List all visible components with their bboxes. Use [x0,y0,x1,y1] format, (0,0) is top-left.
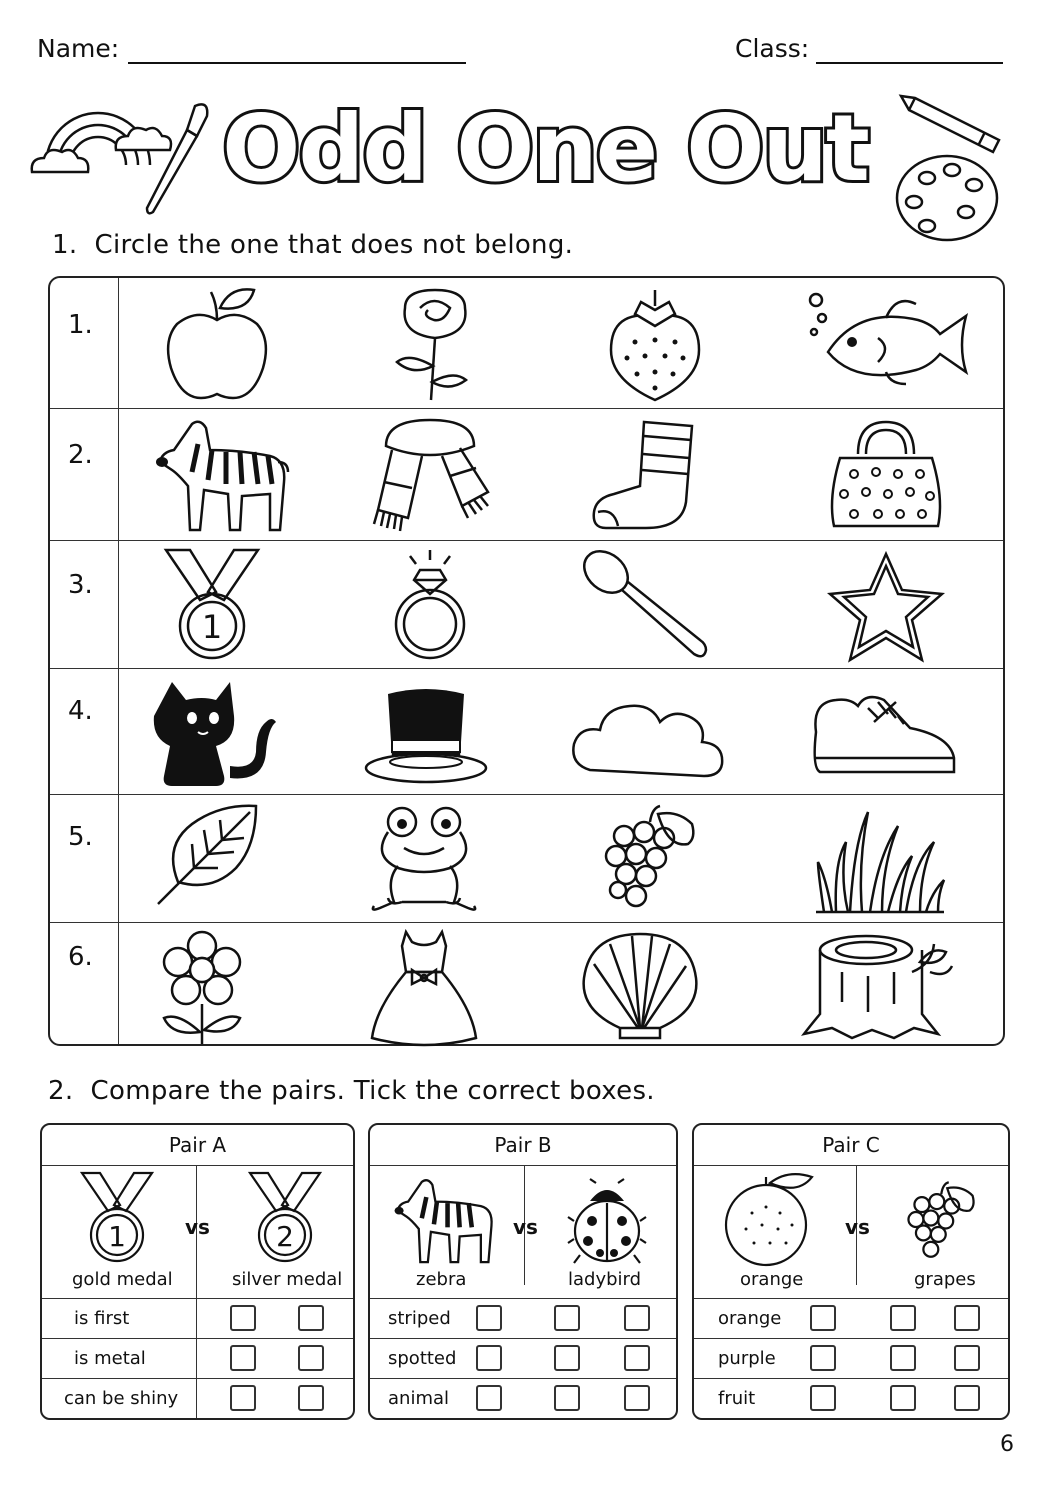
pair-title: Pair B [370,1125,676,1166]
spoon-icon[interactable] [580,550,710,666]
tick-box[interactable] [554,1385,580,1411]
star-icon[interactable] [826,550,946,664]
tick-box[interactable] [298,1385,324,1411]
grass-icon[interactable] [814,806,946,914]
page-title-text: Odd One Out [222,95,868,202]
tick-box[interactable] [890,1305,916,1331]
cloud-icon[interactable] [570,690,724,778]
pair-c-table [692,1123,1010,1420]
tick-box[interactable] [554,1305,580,1331]
page-number: 6 [1000,1432,1014,1457]
pair-title: Pair C [694,1125,1008,1166]
tick-box[interactable] [476,1385,502,1411]
tick-box[interactable] [298,1305,324,1331]
tick-box[interactable] [624,1385,650,1411]
zebra-icon [390,1173,496,1265]
tick-box[interactable] [298,1345,324,1371]
gold-medal-icon [80,1171,154,1267]
class-field[interactable] [816,62,1003,64]
tree-stump-icon[interactable] [802,932,954,1042]
ring-icon[interactable] [380,546,480,664]
leaf-icon[interactable] [154,802,260,908]
page-title [222,95,868,202]
right-item-label: ladybird [568,1269,642,1290]
pair-a-table [40,1123,355,1420]
tick-box[interactable] [954,1385,980,1411]
criterion-label: striped [388,1308,451,1329]
tick-box[interactable] [890,1345,916,1371]
criterion-label: is first [74,1308,130,1329]
tick-box[interactable] [954,1305,980,1331]
criterion-label: is metal [74,1348,146,1369]
question-2-heading: 2. Compare the pairs. Tick the correct boxes. [48,1076,655,1106]
medal-number: 1 [108,1220,126,1253]
dress-icon[interactable] [368,928,480,1046]
sock-icon[interactable] [590,418,700,534]
frog-icon[interactable] [368,802,480,914]
medal-number: 2 [276,1220,294,1253]
tick-box[interactable] [810,1385,836,1411]
vs-label: vs [185,1215,210,1239]
pair-b-table [368,1123,678,1420]
odd-one-out-table [48,276,1005,1046]
row-number: 1. [68,310,93,340]
tick-box[interactable] [954,1345,980,1371]
rose-icon[interactable] [380,286,490,404]
criterion-label: orange [718,1308,782,1329]
grapes-icon[interactable] [600,802,710,914]
question-1-heading: 1. Circle the one that does not belong. [52,230,574,260]
row-number: 3. [68,570,93,600]
tick-box[interactable] [890,1385,916,1411]
name-label: Name: [37,34,120,63]
cat-icon[interactable] [158,678,278,790]
pair-title: Pair A [42,1125,353,1166]
seashell-icon[interactable] [580,932,702,1042]
tick-box[interactable] [476,1305,502,1331]
flower-icon[interactable] [154,928,250,1046]
strawberry-icon[interactable] [605,286,705,404]
paint-palette-icon [892,150,1002,245]
grapes-icon [904,1175,986,1267]
ladybird-icon [568,1177,646,1267]
tick-box[interactable] [624,1345,650,1371]
left-item-label: orange [740,1269,804,1290]
tick-box[interactable] [810,1305,836,1331]
criterion-label: animal [388,1388,450,1409]
left-item-label: gold medal [72,1269,173,1290]
paintbrush-icon [140,98,215,216]
right-item-label: silver medal [232,1269,343,1290]
vs-label: vs [513,1215,538,1239]
medal-number: 1 [201,608,223,646]
row-number: 2. [68,440,93,470]
tick-box[interactable] [230,1385,256,1411]
class-label: Class: [735,34,810,63]
row-number: 4. [68,696,93,726]
fish-icon[interactable] [806,292,974,392]
right-item-label: grapes [914,1269,976,1290]
name-field[interactable] [128,62,466,64]
criterion-label: purple [718,1348,776,1369]
criterion-label: spotted [388,1348,457,1369]
tick-box[interactable] [476,1345,502,1371]
crayon-icon [895,92,1005,154]
tick-box[interactable] [554,1345,580,1371]
apple-icon[interactable] [162,286,272,402]
criterion-label: can be shiny [64,1388,179,1409]
tick-box[interactable] [624,1305,650,1331]
row-number: 6. [68,942,93,972]
zebra-icon[interactable] [150,414,290,532]
tick-box[interactable] [230,1305,256,1331]
medal-icon[interactable] [162,546,262,664]
top-hat-icon[interactable] [364,686,488,790]
silver-medal-icon [248,1171,322,1267]
criterion-label: fruit [718,1388,756,1409]
vs-label: vs [845,1215,870,1239]
handbag-icon[interactable] [828,418,944,536]
orange-icon [722,1173,818,1267]
scarf-icon[interactable] [370,416,490,532]
left-item-label: zebra [416,1269,467,1290]
sneaker-icon[interactable] [808,688,958,784]
tick-box[interactable] [230,1345,256,1371]
tick-box[interactable] [810,1345,836,1371]
row-number: 5. [68,822,93,852]
